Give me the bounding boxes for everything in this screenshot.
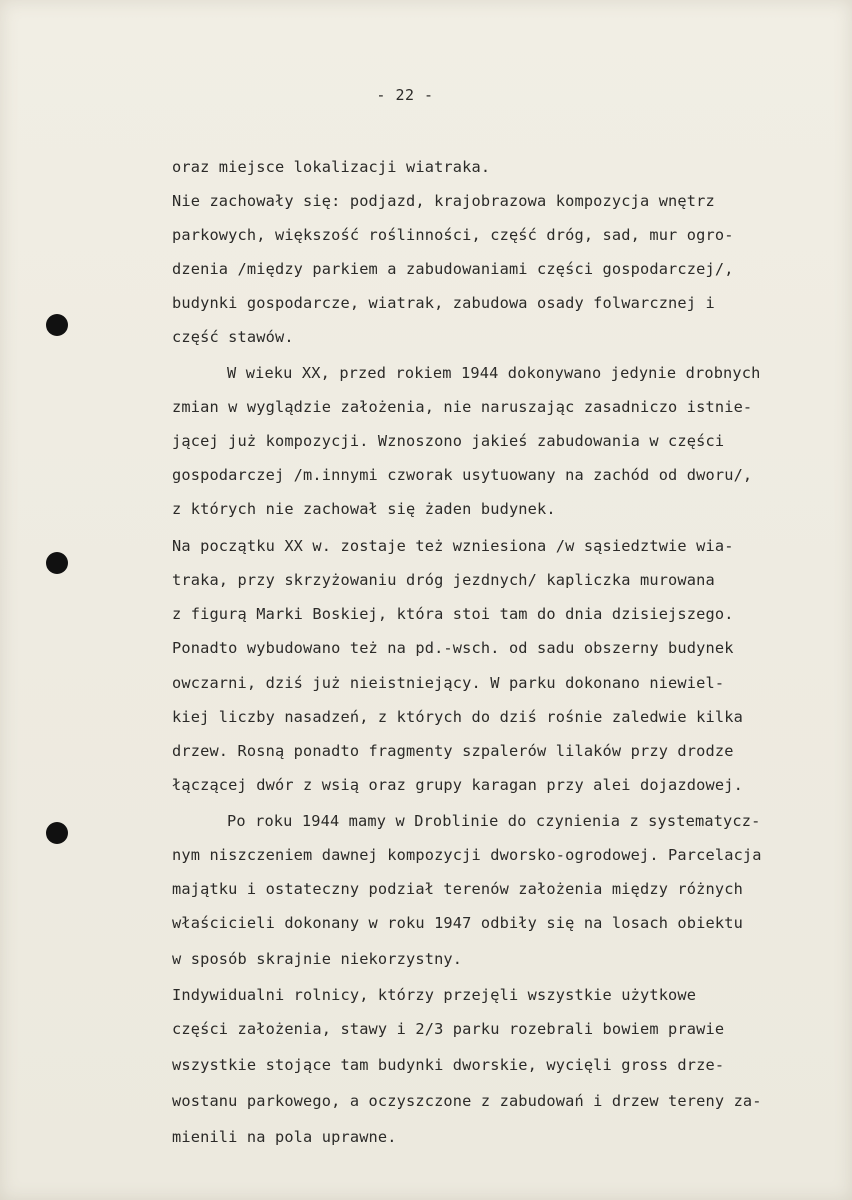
text-line: budynki gospodarcze, wiatrak, zabudowa osady folwarcznej i <box>172 294 715 312</box>
text-line: Ponadto wybudowano też na pd.-wsch. od sadu obszerny budynek <box>172 639 734 657</box>
text-line: łączącej dwór z wsią oraz grupy karagan przy alei dojazdowej. <box>172 776 743 794</box>
text-line: oraz miejsce lokalizacji wiatraka. <box>172 158 491 176</box>
text-line: nym niszczeniem dawnej kompozycji dworsko-ogrodowej. Parcelacja <box>172 846 762 864</box>
text-line: wszystkie stojące tam budynki dworskie, wycięli gross drze- <box>172 1056 725 1074</box>
text-line: wostanu parkowego, a oczyszczone z zabudowań i drzew tereny za- <box>172 1092 762 1110</box>
text-line: właścicieli dokonany w roku 1947 odbiły się na losach obiektu <box>172 914 743 932</box>
text-line: część stawów. <box>172 328 294 346</box>
text-line: jącej już kompozycji. Wznoszono jakieś zabudowania w części <box>172 432 725 450</box>
text-line: części założenia, stawy i 2/3 parku rozebrali bowiem prawie <box>172 1020 725 1038</box>
text-line: Po roku 1944 mamy w Droblinie do czynienia z systematycz- <box>227 812 761 830</box>
punch-hole <box>46 552 68 574</box>
text-line: z figurą Marki Boskiej, która stoi tam do dnia dzisiejszego. <box>172 605 734 623</box>
text-line: kiej liczby nasadzeń, z których do dziś rośnie zaledwie kilka <box>172 708 743 726</box>
text-line: parkowych, większość roślinności, część dróg, sad, mur ogro- <box>172 226 734 244</box>
punch-hole <box>46 314 68 336</box>
text-line: mienili na pola uprawne. <box>172 1128 397 1146</box>
text-line: z których nie zachował się żaden budynek. <box>172 500 556 518</box>
text-line: owczarni, dziś już nieistniejący. W parku dokonano niewiel- <box>172 674 725 692</box>
text-line: Nie zachowały się: podjazd, krajobrazowa kompozycja wnętrz <box>172 192 715 210</box>
text-line: Indywidualni rolnicy, którzy przejęli wszystkie użytkowe <box>172 986 697 1004</box>
text-line: majątku i ostateczny podział terenów założenia między różnych <box>172 880 743 898</box>
text-line: gospodarczej /m.innymi czworak usytuowany na zachód od dworu/, <box>172 466 753 484</box>
text-line: zmian w wyglądzie założenia, nie naruszając zasadniczo istnie- <box>172 398 753 416</box>
text-line: traka, przy skrzyżowaniu dróg jezdnych/ kapliczka murowana <box>172 571 715 589</box>
text-line: w sposób skrajnie niekorzystny. <box>172 950 463 968</box>
punch-hole <box>46 822 68 844</box>
text-line: W wieku XX, przed rokiem 1944 dokonywano jedynie drobnych <box>227 364 761 382</box>
text-line: Na początku XX w. zostaje też wzniesiona /w sąsiedztwie wia- <box>172 537 734 555</box>
page-number: - 22 - <box>376 86 434 104</box>
text-line: dzenia /między parkiem a zabudowaniami części gospodarczej/, <box>172 260 734 278</box>
text-line: drzew. Rosną ponadto fragmenty szpalerów lilaków przy drodze <box>172 742 734 760</box>
